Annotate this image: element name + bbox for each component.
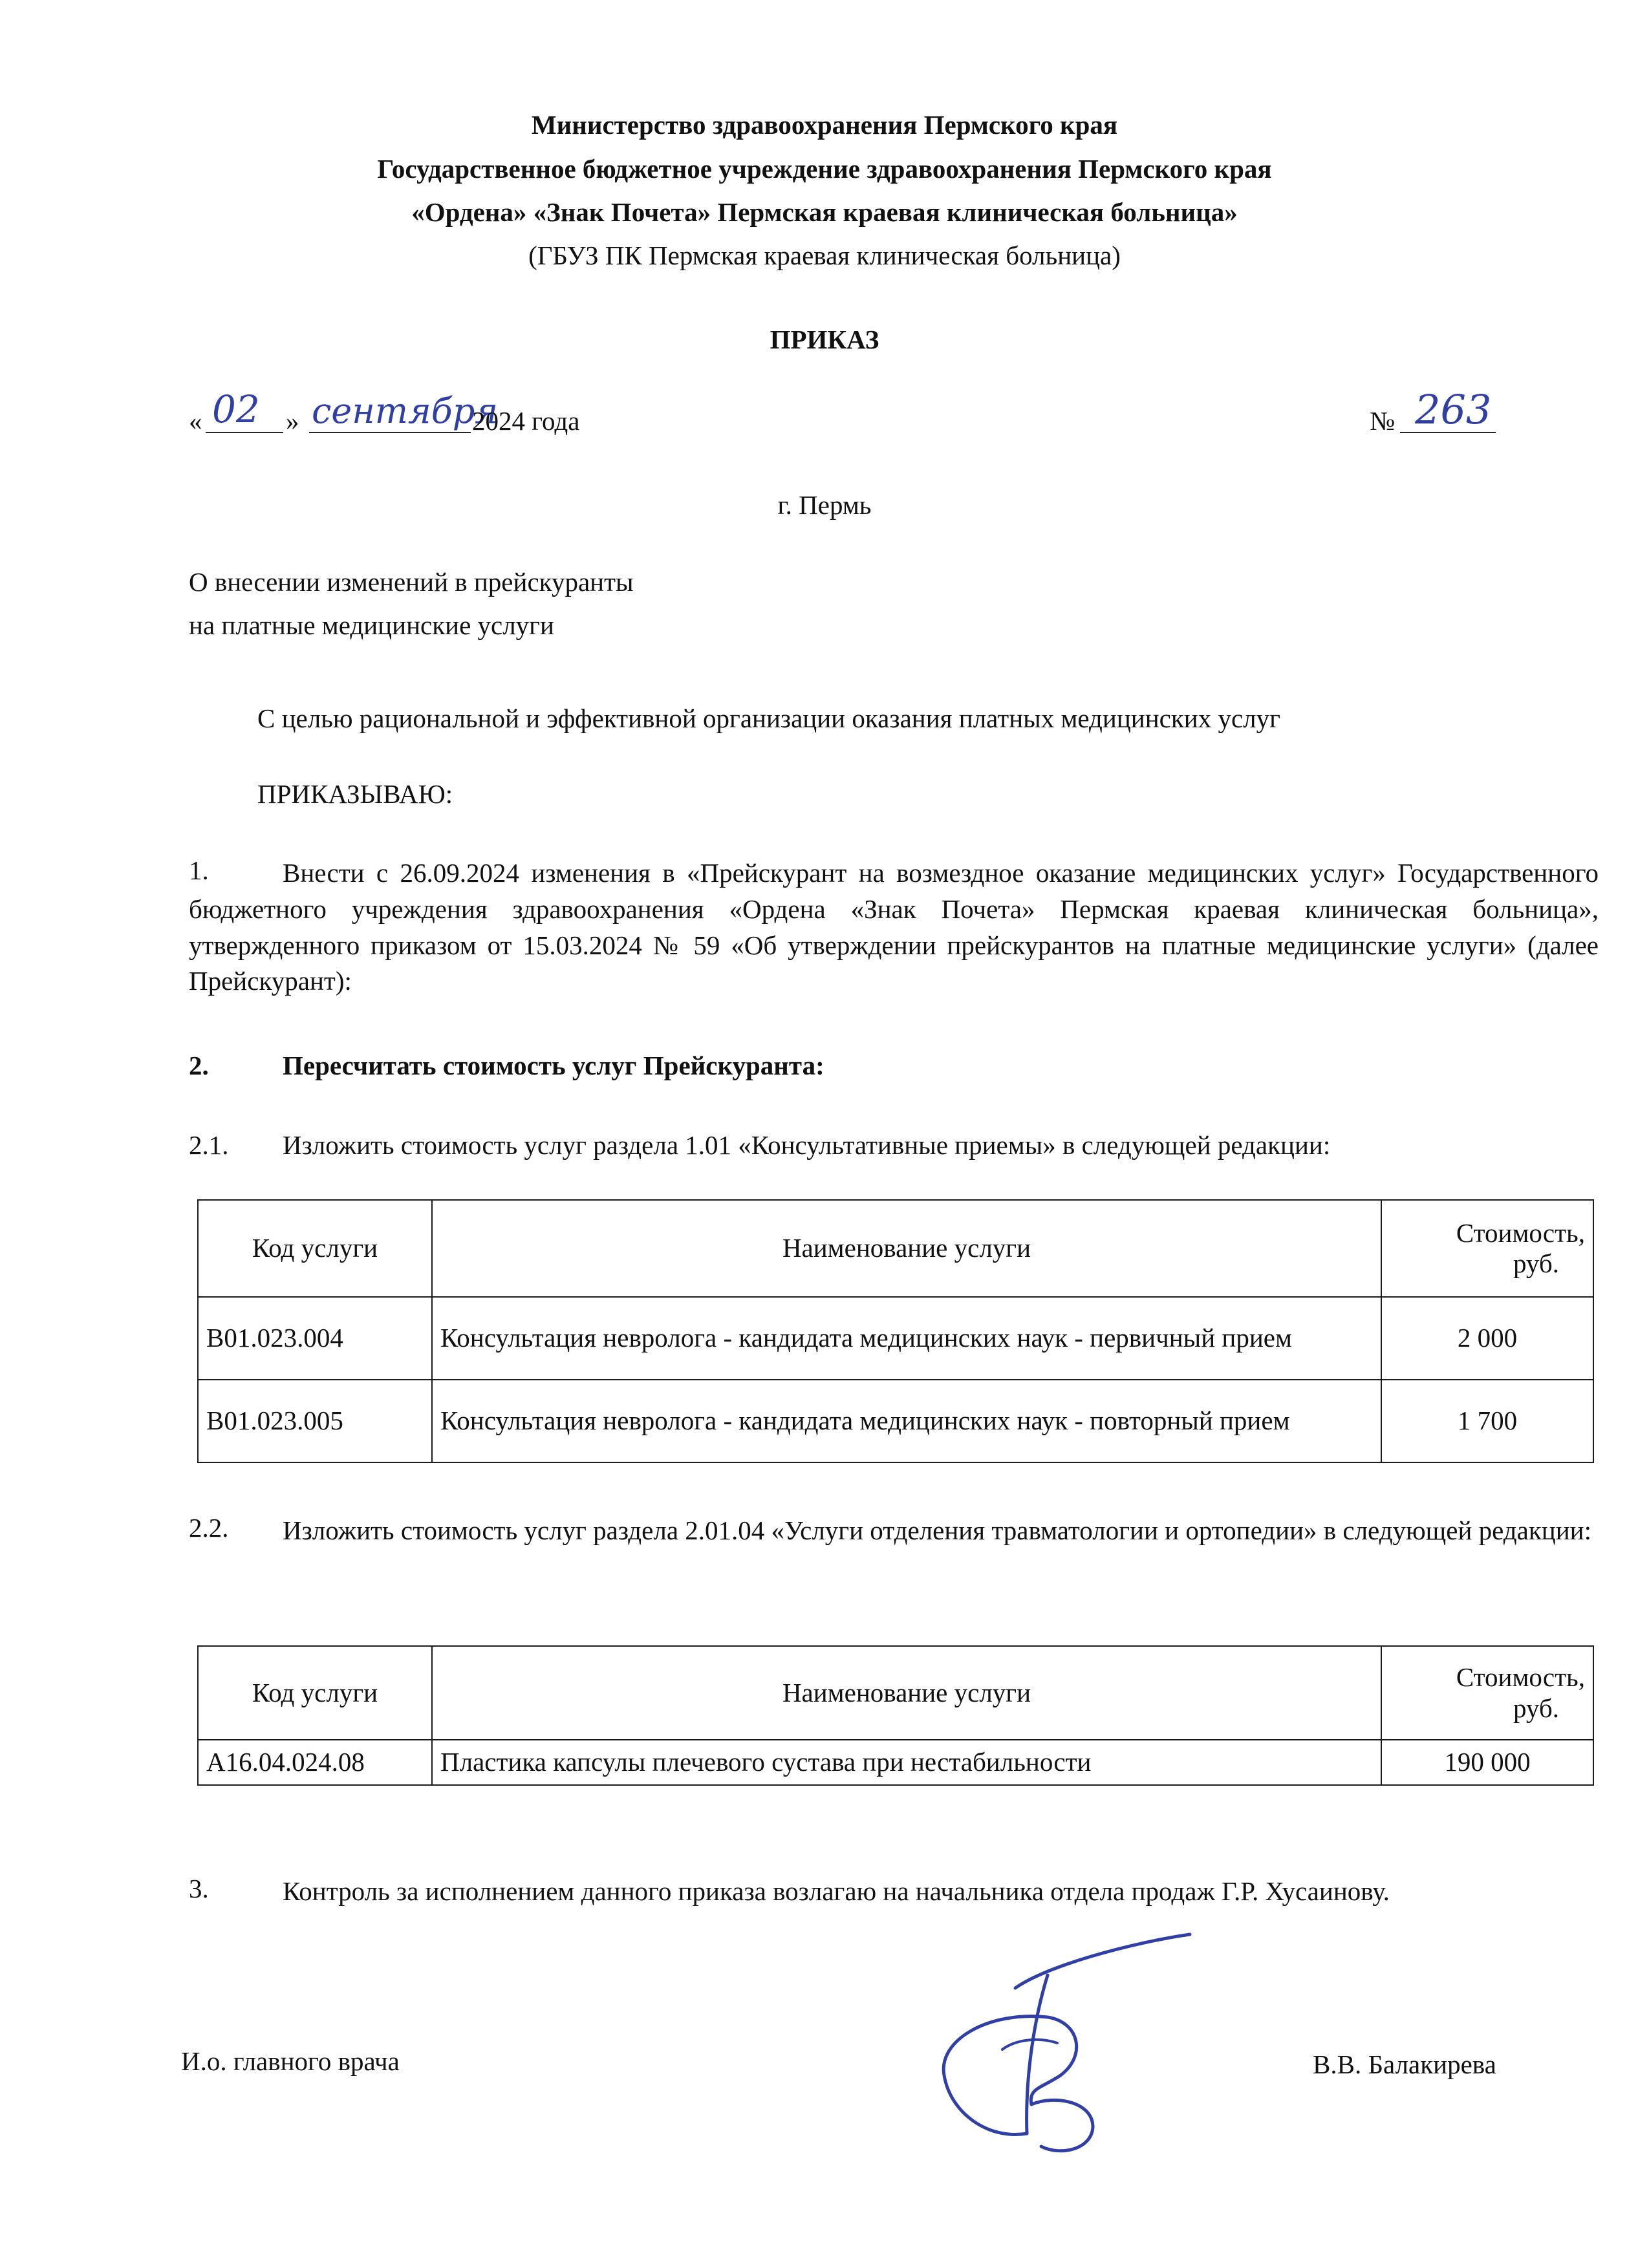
- subject-line1: О внесении изменений в прейскуранты: [189, 567, 634, 597]
- table-row: [198, 1297, 1593, 1380]
- table-row: [198, 1380, 1593, 1462]
- item-1-text: Внести с 26.09.2024 изменения в «Прейскурант на возмездное оказание медицинских услуг» Государственного бюджетного учреждения здравоохранения «Ордена «Знак Почета» Пермская краевая клиническая больница», утвержденного приказом от 15.03.2024 № 59 «Об утверждении прейскурантов на платные медицинские услуги» (далее Прейскурант):: [189, 858, 1599, 996]
- row-code: A16.04.024.08: [198, 1740, 432, 1785]
- item-1-number: 1.: [189, 855, 209, 885]
- header-code: Код услуги: [198, 1200, 432, 1297]
- city: г. Пермь: [777, 490, 872, 520]
- row-price: 190 000: [1381, 1740, 1593, 1785]
- table-header-row: [198, 1200, 1593, 1297]
- date-close-quote: »: [286, 406, 299, 436]
- row-name: Консультация невролога - кандидата медицинских наук - повторный прием: [432, 1380, 1381, 1462]
- row-code: B01.023.005: [198, 1380, 432, 1462]
- signatory-position: И.о. главного врача: [181, 2046, 400, 2076]
- header-price-line2: руб.: [1513, 1693, 1559, 1723]
- header-short-name: (ГБУЗ ПК Пермская краевая клиническая больница): [528, 241, 1121, 270]
- date-month-underline: [309, 432, 471, 433]
- header-price-line1: Стоимость,: [1456, 1662, 1585, 1693]
- header-hospital-name: «Ордена» «Знак Почета» Пермская краевая клиническая больница»: [411, 197, 1238, 227]
- signatory-name: В.В. Балакирева: [1313, 2049, 1496, 2079]
- date-day-handwritten: 02: [212, 387, 260, 431]
- item-2-2-number: 2.2.: [189, 1513, 229, 1543]
- header-price-line2: руб.: [1513, 1248, 1559, 1278]
- item-3-number: 3.: [189, 1874, 209, 1903]
- table-header-row: [198, 1646, 1593, 1740]
- date-open-quote: «: [189, 406, 202, 436]
- header-ministry: Министерство здравоохранения Пермского края: [531, 110, 1118, 140]
- date-month-handwritten: сентября: [312, 390, 499, 431]
- row-price: 1 700: [1381, 1380, 1593, 1462]
- item-3-text: Контроль за исполнением данного приказа возлагаю на начальника отдела продаж Г.Р. Хусаинову.: [283, 1876, 1390, 1906]
- number-handwritten: 263: [1415, 386, 1492, 433]
- item-2-text: Пересчитать стоимость услуг Прейскуранта:: [283, 1051, 824, 1080]
- preamble: С целью рациональной и эффективной организации оказания платных медицинских услуг: [257, 703, 1280, 733]
- date-year: 2024 года: [472, 406, 580, 436]
- header-institution: Государственное бюджетное учреждение здравоохранения Пермского края: [377, 154, 1272, 184]
- row-code: B01.023.004: [198, 1297, 432, 1380]
- table-row: [198, 1740, 1593, 1785]
- number-prefix: №: [1370, 406, 1396, 436]
- header-price-line1: Стоимость,: [1456, 1217, 1585, 1248]
- subject-line2: на платные медицинские услуги: [189, 610, 554, 640]
- services-table-2: [197, 1645, 1594, 1786]
- header-price: [1381, 1646, 1593, 1740]
- row-name: Пластика капсулы плечевого сустава при нестабильности: [432, 1740, 1381, 1785]
- order-word: ПРИКАЗЫВАЮ:: [257, 779, 453, 809]
- header-code: Код услуги: [198, 1646, 432, 1740]
- date-day-underline: [206, 432, 283, 433]
- item-2-1-number: 2.1.: [189, 1130, 229, 1160]
- item-2-number: 2.: [189, 1051, 209, 1080]
- header-name: Наименование услуги: [432, 1200, 1381, 1297]
- item-2-1-text: Изложить стоимость услуг раздела 1.01 «Консультативные приемы» в следующей редакции:: [283, 1130, 1331, 1160]
- services-table-1: [197, 1199, 1594, 1463]
- item-2-2-text: Изложить стоимость услуг раздела 2.01.04 «Услуги отделения травматологии и ортопедии» в следующей редакции:: [283, 1515, 1591, 1545]
- row-price: 2 000: [1381, 1297, 1593, 1380]
- doc-type-title: ПРИКАЗ: [770, 325, 879, 354]
- header-price: [1381, 1200, 1593, 1297]
- handwritten-signature: [918, 1927, 1203, 2159]
- row-name: Консультация невролога - кандидата медицинских наук - первичный прием: [432, 1297, 1381, 1380]
- header-name: Наименование услуги: [432, 1646, 1381, 1740]
